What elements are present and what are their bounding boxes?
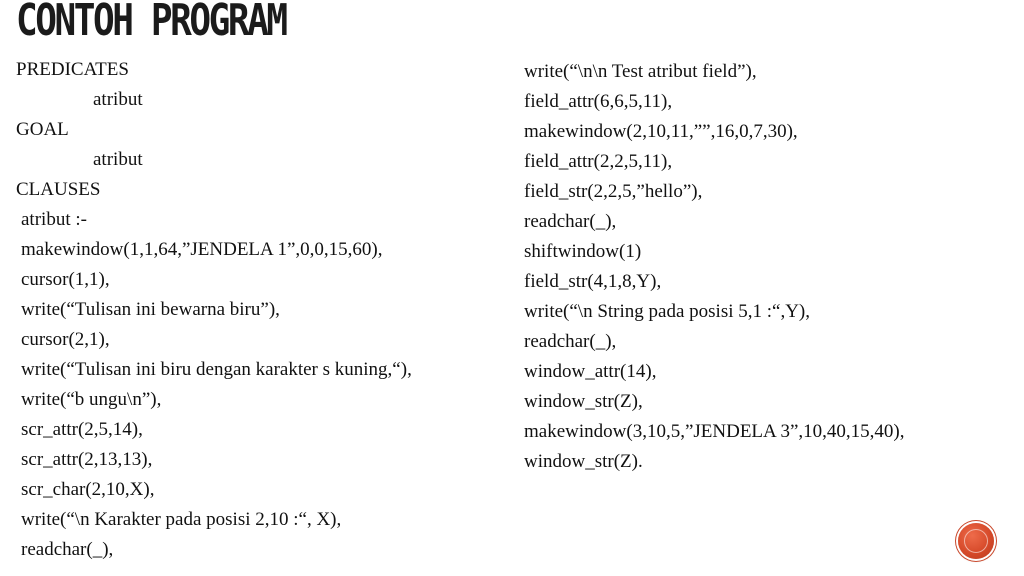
code-line: makewindow(3,10,5,”JENDELA 3”,10,40,15,40), bbox=[524, 421, 905, 442]
code-line: field_attr(2,2,5,11), bbox=[524, 151, 673, 172]
code-line: PREDICATES bbox=[16, 59, 129, 80]
code-line: CLAUSES bbox=[16, 179, 101, 200]
code-line: cursor(2,1), bbox=[21, 329, 110, 350]
code-line: write(“Tulisan ini biru dengan karakter s kuning,“), bbox=[21, 359, 412, 380]
code-line: GOAL bbox=[16, 119, 69, 140]
code-line: window_str(Z), bbox=[524, 391, 643, 412]
slide-title: CONTOH PROGRAM bbox=[16, 0, 286, 46]
code-line: readchar(_), bbox=[21, 539, 114, 560]
code-line: makewindow(2,10,11,””,16,0,7,30), bbox=[524, 121, 798, 142]
code-line: field_attr(6,6,5,11), bbox=[524, 91, 673, 112]
code-line: readchar(_), bbox=[524, 211, 617, 232]
code-line: write(“\n Karakter pada posisi 2,10 :“, X), bbox=[21, 509, 342, 530]
code-line: write(“b ungu\n”), bbox=[21, 389, 162, 410]
code-line: cursor(1,1), bbox=[21, 269, 110, 290]
slide-nav-button-icon[interactable] bbox=[958, 523, 994, 559]
code-line: write(“\n String pada posisi 5,1 :“,Y), bbox=[524, 301, 811, 322]
code-line: field_str(2,2,5,”hello”), bbox=[524, 181, 703, 202]
code-line: atribut bbox=[93, 89, 143, 110]
code-line: readchar(_), bbox=[524, 331, 617, 352]
code-line: write(“\n\n Test atribut field”), bbox=[524, 61, 757, 82]
code-line: makewindow(1,1,64,”JENDELA 1”,0,0,15,60), bbox=[21, 239, 383, 260]
code-line: window_str(Z). bbox=[524, 451, 643, 472]
code-line: scr_char(2,10,X), bbox=[21, 479, 155, 500]
code-column-left bbox=[16, 55, 516, 565]
code-line: scr_attr(2,5,14), bbox=[21, 419, 143, 440]
code-line: shiftwindow(1) bbox=[524, 241, 642, 262]
code-line: field_str(4,1,8,Y), bbox=[524, 271, 662, 292]
code-line: window_attr(14), bbox=[524, 361, 657, 382]
code-line: scr_attr(2,13,13), bbox=[21, 449, 153, 470]
code-line: atribut bbox=[93, 149, 143, 170]
code-line: atribut :- bbox=[21, 209, 87, 230]
code-line: write(“Tulisan ini bewarna biru”), bbox=[21, 299, 280, 320]
code-column-right bbox=[524, 57, 1004, 477]
